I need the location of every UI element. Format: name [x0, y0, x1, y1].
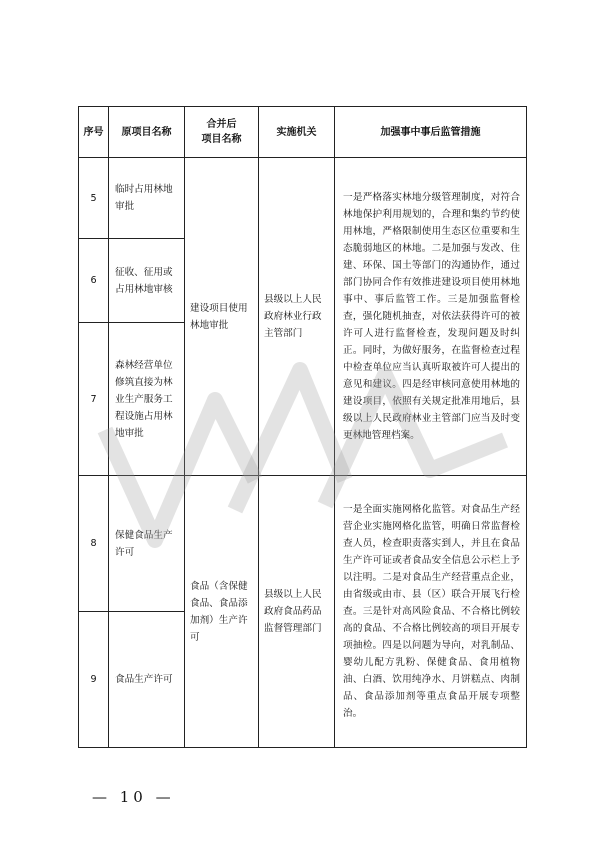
header-measures: 加强事中事后监管措施 [335, 107, 527, 158]
merged-item-name: 建设项目使用林地审批 [185, 158, 259, 476]
implementing-agency: 县级以上人民政府林业行政主管部门 [259, 158, 335, 476]
measures-table [78, 106, 527, 748]
table-row [79, 158, 527, 239]
original-item-name: 食品生产许可 [109, 612, 185, 748]
header-agency: 实施机关 [259, 107, 335, 158]
row-no: 5 [79, 158, 109, 239]
original-item-name: 森林经营单位修筑直接为林业生产服务工程设施占用林地审批 [109, 323, 185, 476]
original-item-name: 征收、征用或占用林地审核 [109, 239, 185, 323]
header-no: 序号 [79, 107, 109, 158]
table-header-row [79, 107, 527, 158]
original-item-name: 保健食品生产许可 [109, 476, 185, 612]
row-no: 7 [79, 323, 109, 476]
supervision-measures: 一是全面实施网格化监管。对食品生产经营企业实施网格化监管，明确日常监督检查人员，检查职责落实到人，并且在食品生产许可证或者食品安全信息公示栏上予以注明。二是对食品生产经营重点企业，由省级或由市、县（区）联合开展飞行检查。三是针对高风险食品、不合格比例较高的食品、不合格比例较高的项目开展专项抽检。四是以问题为导向，对乳制品、婴幼儿配方乳粉、保健食品、食用植物油、白酒、饮用纯净水、月饼糕点、肉制品、食品添加剂等重点食品开展专项整治。 [335, 476, 527, 748]
page-number: — 10 — [92, 788, 175, 806]
header-merged-name: 合并后 项目名称 [185, 107, 259, 158]
row-no: 8 [79, 476, 109, 612]
header-original-name: 原项目名称 [109, 107, 185, 158]
implementing-agency: 县级以上人民政府食品药品监督管理部门 [259, 476, 335, 748]
table-row [79, 476, 527, 612]
supervision-measures: 一是严格落实林地分级管理制度，对符合林地保护利用规划的，合理和集约节约使用林地，严格限制使用生态区位重要和生态脆弱地区的林地。二是加强与发改、住建、环保、国土等部门的沟通协作，通过部门协同合作有效推进建设项目使用林地事中、事后监管工作。三是加强监督检查，强化随机抽查，对依法获得许可的被许可人进行监督检查，发现问题及时纠正。同时，为做好服务，在监督检查过程中检查单位应当认真听取被许可人提出的意见和建议。四是经审核同意使用林地的建设项目，依照有关规定批准用地后，县级以上人民政府林业主管部门应当及时变更林地管理档案。 [335, 158, 527, 476]
original-item-name: 临时占用林地审批 [109, 158, 185, 239]
row-no: 6 [79, 239, 109, 323]
merged-item-name: 食品（含保健食品、食品添加剂）生产许可 [185, 476, 259, 748]
row-no: 9 [79, 612, 109, 748]
